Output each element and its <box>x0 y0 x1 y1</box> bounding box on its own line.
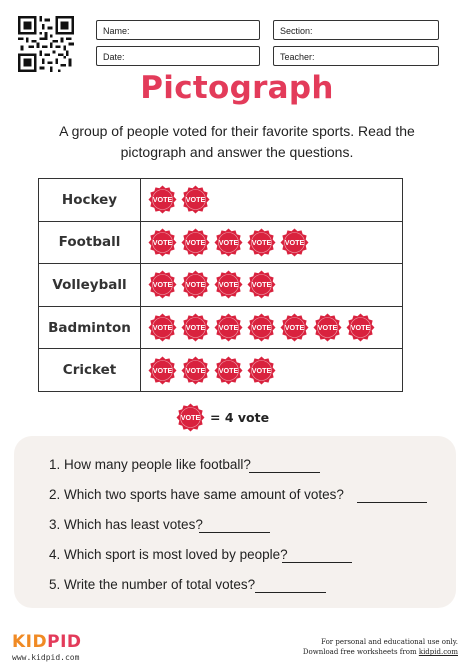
name-field[interactable]: Name: <box>96 20 260 40</box>
footer-link[interactable]: kidpid.com <box>418 648 458 656</box>
answer-blank-5[interactable] <box>255 592 326 593</box>
svg-text:VOTE: VOTE <box>317 323 338 333</box>
vote-badge-icon <box>176 403 205 432</box>
svg-text:VOTE: VOTE <box>152 280 173 290</box>
key-text: = 4 vote <box>210 409 270 425</box>
vote-badge-icon <box>148 185 177 214</box>
svg-text:VOTE: VOTE <box>218 365 239 375</box>
vote-badge-icon <box>181 313 210 342</box>
vote-badge-icon <box>280 313 309 342</box>
question-1: 1. How many people like football? <box>49 457 251 472</box>
vote-badge-icon <box>247 313 276 342</box>
vote-icons-cell <box>141 306 403 349</box>
answer-blank-2[interactable] <box>357 502 427 503</box>
question-5: 5. Write the number of total votes? <box>49 577 256 592</box>
question-3: 3. Which has least votes? <box>49 517 203 532</box>
svg-text:VOTE: VOTE <box>185 195 206 205</box>
svg-text:VOTE: VOTE <box>152 323 173 333</box>
vote-icons-cell <box>141 264 403 307</box>
vote-badge-icon <box>148 270 177 299</box>
vote-icons-cell <box>141 179 403 222</box>
svg-text:VOTE: VOTE <box>350 323 371 333</box>
vote-badge-icon <box>181 270 210 299</box>
sport-label: Football <box>39 221 141 264</box>
qr-code <box>18 16 74 72</box>
vote-badge-icon <box>247 228 276 257</box>
sport-label: Badminton <box>39 306 141 349</box>
vote-badge-icon <box>313 313 342 342</box>
vote-icons-cell <box>141 349 403 392</box>
vote-badge-icon <box>214 270 243 299</box>
svg-text:VOTE: VOTE <box>251 365 272 375</box>
question-2: 2. Which two sports have same amount of votes? <box>49 487 344 502</box>
page-title: Pictograph <box>140 70 334 106</box>
vote-badge-icon <box>181 185 210 214</box>
vote-badge-icon <box>148 228 177 257</box>
pictograph-key <box>176 403 269 431</box>
svg-text:VOTE: VOTE <box>180 412 201 422</box>
svg-text:VOTE: VOTE <box>284 323 305 333</box>
svg-text:VOTE: VOTE <box>152 195 173 205</box>
sport-label: Hockey <box>39 179 141 222</box>
kidpid-logo <box>12 632 82 662</box>
svg-text:VOTE: VOTE <box>185 365 206 375</box>
sport-label: Cricket <box>39 349 141 392</box>
vote-badge-icon <box>214 228 243 257</box>
vote-badge-icon <box>181 228 210 257</box>
pictograph-table <box>38 178 403 392</box>
vote-badge-icon <box>148 356 177 385</box>
svg-text:VOTE: VOTE <box>284 238 305 248</box>
logo-kid-text: KID <box>12 632 48 652</box>
pictograph-row <box>39 221 403 264</box>
svg-text:VOTE: VOTE <box>152 365 173 375</box>
vote-icons-cell <box>141 221 403 264</box>
vote-badge-icon <box>346 313 375 342</box>
teacher-field[interactable]: Teacher: <box>273 46 439 66</box>
svg-text:VOTE: VOTE <box>218 238 239 248</box>
question-4: 4. Which sport is most loved by people? <box>49 547 288 562</box>
sport-label: Volleyball <box>39 264 141 307</box>
answer-blank-4[interactable] <box>282 562 352 563</box>
questions-panel <box>14 436 456 608</box>
svg-text:VOTE: VOTE <box>185 238 206 248</box>
svg-text:VOTE: VOTE <box>218 323 239 333</box>
pictograph-row <box>39 349 403 392</box>
svg-text:VOTE: VOTE <box>218 280 239 290</box>
answer-blank-1[interactable] <box>249 472 320 473</box>
svg-text:VOTE: VOTE <box>251 238 272 248</box>
vote-badge-icon <box>148 313 177 342</box>
answer-blank-3[interactable] <box>199 532 270 533</box>
pictograph-row <box>39 306 403 349</box>
date-field[interactable]: Date: <box>96 46 260 66</box>
svg-text:VOTE: VOTE <box>251 280 272 290</box>
svg-text:VOTE: VOTE <box>185 280 206 290</box>
vote-badge-icon <box>214 313 243 342</box>
svg-text:VOTE: VOTE <box>152 238 173 248</box>
vote-badge-icon <box>247 356 276 385</box>
svg-text:VOTE: VOTE <box>185 323 206 333</box>
footer-note <box>303 637 458 657</box>
vote-badge-icon <box>214 356 243 385</box>
vote-badge-icon <box>247 270 276 299</box>
vote-badge-icon <box>181 356 210 385</box>
footer-note-line1: For personal and educational use only. <box>321 638 458 646</box>
logo-pid-text: PID <box>47 632 82 652</box>
instructions-text: A group of people voted for their favorite sports. Read the pictograph and answer the questions. <box>59 123 415 160</box>
pictograph-row <box>39 179 403 222</box>
vote-badge-icon <box>280 228 309 257</box>
svg-text:VOTE: VOTE <box>251 323 272 333</box>
footer-note-prefix: Download free worksheets from <box>302 648 419 656</box>
logo-url: www.kidpid.com <box>12 653 80 662</box>
pictograph-row <box>39 264 403 307</box>
section-field[interactable]: Section: <box>273 20 439 40</box>
